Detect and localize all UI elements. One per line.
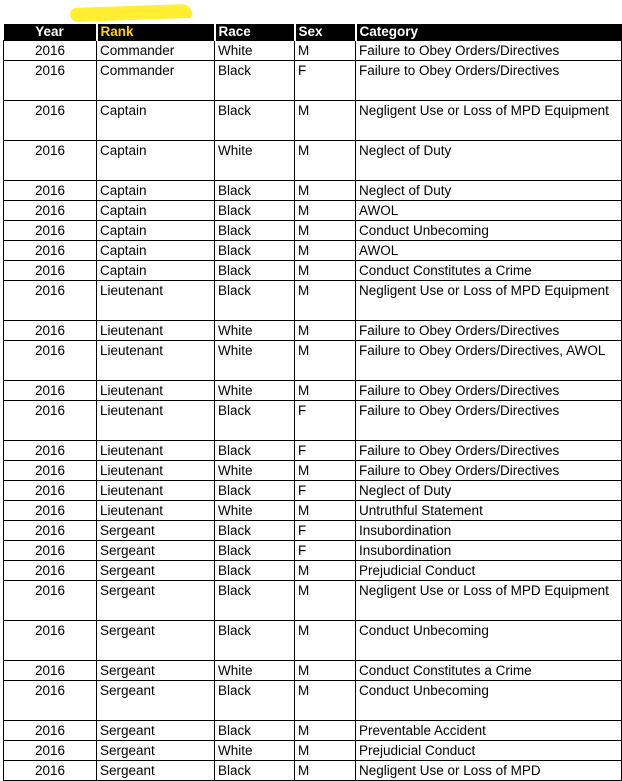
table-row <box>4 261 622 281</box>
cell-sex: M <box>295 201 356 221</box>
cell-sex: M <box>295 241 356 261</box>
cell-sex: F <box>295 401 356 441</box>
table-row <box>4 201 622 221</box>
cell-year: 2016 <box>4 261 97 281</box>
cell-category: Failure to Obey Orders/Directives <box>356 61 622 101</box>
table-row <box>4 541 622 561</box>
cell-year: 2016 <box>4 461 97 481</box>
cell-category: Neglect of Duty <box>356 141 622 181</box>
cell-rank: Sergeant <box>97 521 215 541</box>
cell-race: Black <box>215 281 295 321</box>
cell-rank: Captain <box>97 181 215 201</box>
cell-race: Black <box>215 721 295 741</box>
cell-rank: Sergeant <box>97 621 215 661</box>
cell-year: 2016 <box>4 501 97 521</box>
cell-rank: Sergeant <box>97 681 215 721</box>
cell-category: Conduct Constitutes a Crime <box>356 261 622 281</box>
cell-year: 2016 <box>4 101 97 141</box>
table-row <box>4 241 622 261</box>
cell-sex: M <box>295 41 356 61</box>
cell-race: White <box>215 321 295 341</box>
cell-year: 2016 <box>4 761 97 781</box>
cell-rank: Captain <box>97 101 215 141</box>
cell-rank: Lieutenant <box>97 381 215 401</box>
cell-sex: M <box>295 501 356 521</box>
header-row <box>4 24 622 41</box>
table-row <box>4 381 622 401</box>
cell-sex: M <box>295 281 356 321</box>
cell-category: Insubordination <box>356 521 622 541</box>
cell-year: 2016 <box>4 741 97 761</box>
cell-race: White <box>215 41 295 61</box>
header-category: Category <box>356 24 622 41</box>
cell-year: 2016 <box>4 621 97 661</box>
cell-race: Black <box>215 481 295 501</box>
cell-rank: Lieutenant <box>97 481 215 501</box>
cell-sex: M <box>295 721 356 741</box>
cell-race: Black <box>215 441 295 461</box>
cell-category: Conduct Constitutes a Crime <box>356 661 622 681</box>
cell-rank: Sergeant <box>97 541 215 561</box>
cell-sex: M <box>295 561 356 581</box>
cell-sex: M <box>295 141 356 181</box>
cell-rank: Lieutenant <box>97 341 215 381</box>
cell-year: 2016 <box>4 561 97 581</box>
cell-rank: Captain <box>97 241 215 261</box>
cell-sex: M <box>295 261 356 281</box>
cell-category: Negligent Use or Loss of MPD Equipment <box>356 281 622 321</box>
cell-race: Black <box>215 561 295 581</box>
cell-sex: F <box>295 541 356 561</box>
cell-race: Black <box>215 541 295 561</box>
table-row <box>4 281 622 321</box>
cell-category: Neglect of Duty <box>356 481 622 501</box>
cell-rank: Captain <box>97 201 215 221</box>
highlighter-mark <box>70 4 192 22</box>
cell-race: White <box>215 341 295 381</box>
cell-sex: F <box>295 61 356 101</box>
cell-rank: Lieutenant <box>97 401 215 441</box>
cell-year: 2016 <box>4 321 97 341</box>
cell-rank: Lieutenant <box>97 461 215 481</box>
table-row <box>4 441 622 461</box>
table-row <box>4 341 622 381</box>
cell-race: White <box>215 741 295 761</box>
cell-year: 2016 <box>4 441 97 461</box>
cell-sex: M <box>295 761 356 781</box>
table-row <box>4 221 622 241</box>
cell-rank: Commander <box>97 41 215 61</box>
cell-race: White <box>215 381 295 401</box>
table-row <box>4 481 622 501</box>
cell-rank: Sergeant <box>97 581 215 621</box>
table-row <box>4 61 622 101</box>
cell-year: 2016 <box>4 381 97 401</box>
cell-sex: M <box>295 581 356 621</box>
table-row <box>4 741 622 761</box>
cell-race: Black <box>215 181 295 201</box>
cell-year: 2016 <box>4 41 97 61</box>
cell-race: Black <box>215 621 295 661</box>
cell-rank: Commander <box>97 61 215 101</box>
cell-sex: M <box>295 621 356 661</box>
cell-sex: M <box>295 321 356 341</box>
cell-sex: M <box>295 341 356 381</box>
cell-sex: M <box>295 181 356 201</box>
cell-sex: F <box>295 441 356 461</box>
table-row <box>4 41 622 61</box>
cell-category: Prejudicial Conduct <box>356 561 622 581</box>
table-row <box>4 661 622 681</box>
cell-category: Neglect of Duty <box>356 181 622 201</box>
header-sex: Sex <box>295 24 356 41</box>
cell-category: Negligent Use or Loss of MPD <box>356 761 622 781</box>
cell-year: 2016 <box>4 181 97 201</box>
cell-sex: F <box>295 481 356 501</box>
table-row <box>4 561 622 581</box>
cell-category: AWOL <box>356 201 622 221</box>
table-row <box>4 621 622 661</box>
cell-rank: Sergeant <box>97 561 215 581</box>
cell-year: 2016 <box>4 481 97 501</box>
cell-year: 2016 <box>4 221 97 241</box>
cell-rank: Lieutenant <box>97 321 215 341</box>
cell-category: Failure to Obey Orders/Directives <box>356 381 622 401</box>
cell-rank: Lieutenant <box>97 501 215 521</box>
cell-race: Black <box>215 101 295 141</box>
header-year: Year <box>4 24 97 41</box>
cell-category: Failure to Obey Orders/Directives <box>356 441 622 461</box>
cell-race: Black <box>215 261 295 281</box>
table-row <box>4 581 622 621</box>
header-race: Race <box>215 24 295 41</box>
table-row <box>4 101 622 141</box>
cell-year: 2016 <box>4 521 97 541</box>
cell-category: Insubordination <box>356 541 622 561</box>
cell-category: Failure to Obey Orders/Directives <box>356 321 622 341</box>
cell-year: 2016 <box>4 61 97 101</box>
table-row <box>4 461 622 481</box>
cell-race: Black <box>215 581 295 621</box>
table-row <box>4 321 622 341</box>
cell-year: 2016 <box>4 141 97 181</box>
cell-race: Black <box>215 761 295 781</box>
cell-sex: M <box>295 681 356 721</box>
cell-year: 2016 <box>4 241 97 261</box>
cell-race: Black <box>215 61 295 101</box>
table-body <box>4 41 622 781</box>
cell-rank: Captain <box>97 141 215 181</box>
table-row <box>4 501 622 521</box>
cell-race: Black <box>215 221 295 241</box>
table-row <box>4 761 622 781</box>
cell-category: Negligent Use or Loss of MPD Equipment <box>356 101 622 141</box>
cell-race: White <box>215 461 295 481</box>
cell-rank: Lieutenant <box>97 281 215 321</box>
cell-category: Failure to Obey Orders/Directives, AWOL <box>356 341 622 381</box>
cell-race: Black <box>215 401 295 441</box>
cell-rank: Captain <box>97 261 215 281</box>
table-row <box>4 721 622 741</box>
cell-category: Conduct Unbecoming <box>356 621 622 661</box>
cell-year: 2016 <box>4 281 97 321</box>
cell-sex: M <box>295 741 356 761</box>
cell-sex: M <box>295 381 356 401</box>
cell-category: Untruthful Statement <box>356 501 622 521</box>
table-row <box>4 401 622 441</box>
cell-sex: M <box>295 661 356 681</box>
cell-year: 2016 <box>4 681 97 721</box>
header-rank: Rank <box>97 24 215 41</box>
cell-sex: M <box>295 221 356 241</box>
discipline-table <box>3 24 622 781</box>
cell-category: Failure to Obey Orders/Directives <box>356 401 622 441</box>
table-row <box>4 181 622 201</box>
cell-category: Failure to Obey Orders/Directives <box>356 41 622 61</box>
cell-year: 2016 <box>4 581 97 621</box>
cell-year: 2016 <box>4 541 97 561</box>
cell-race: White <box>215 661 295 681</box>
cell-rank: Sergeant <box>97 741 215 761</box>
cell-sex: M <box>295 101 356 141</box>
table-row <box>4 681 622 721</box>
cell-category: Conduct Unbecoming <box>356 681 622 721</box>
cell-race: Black <box>215 681 295 721</box>
cell-race: Black <box>215 201 295 221</box>
cell-rank: Sergeant <box>97 761 215 781</box>
cell-category: Conduct Unbecoming <box>356 221 622 241</box>
cell-sex: F <box>295 521 356 541</box>
cell-sex: M <box>295 461 356 481</box>
cell-category: AWOL <box>356 241 622 261</box>
cell-rank: Sergeant <box>97 661 215 681</box>
cell-category: Failure to Obey Orders/Directives <box>356 461 622 481</box>
cell-rank: Captain <box>97 221 215 241</box>
cell-race: White <box>215 141 295 181</box>
table-row <box>4 521 622 541</box>
cell-category: Preventable Accident <box>356 721 622 741</box>
cell-year: 2016 <box>4 661 97 681</box>
cell-year: 2016 <box>4 341 97 381</box>
cell-year: 2016 <box>4 201 97 221</box>
cell-category: Negligent Use or Loss of MPD Equipment <box>356 581 622 621</box>
cell-rank: Sergeant <box>97 721 215 741</box>
cell-race: Black <box>215 241 295 261</box>
cell-year: 2016 <box>4 401 97 441</box>
cell-year: 2016 <box>4 721 97 741</box>
table-row <box>4 141 622 181</box>
cell-race: Black <box>215 521 295 541</box>
cell-rank: Lieutenant <box>97 441 215 461</box>
cell-category: Prejudicial Conduct <box>356 741 622 761</box>
cell-race: White <box>215 501 295 521</box>
